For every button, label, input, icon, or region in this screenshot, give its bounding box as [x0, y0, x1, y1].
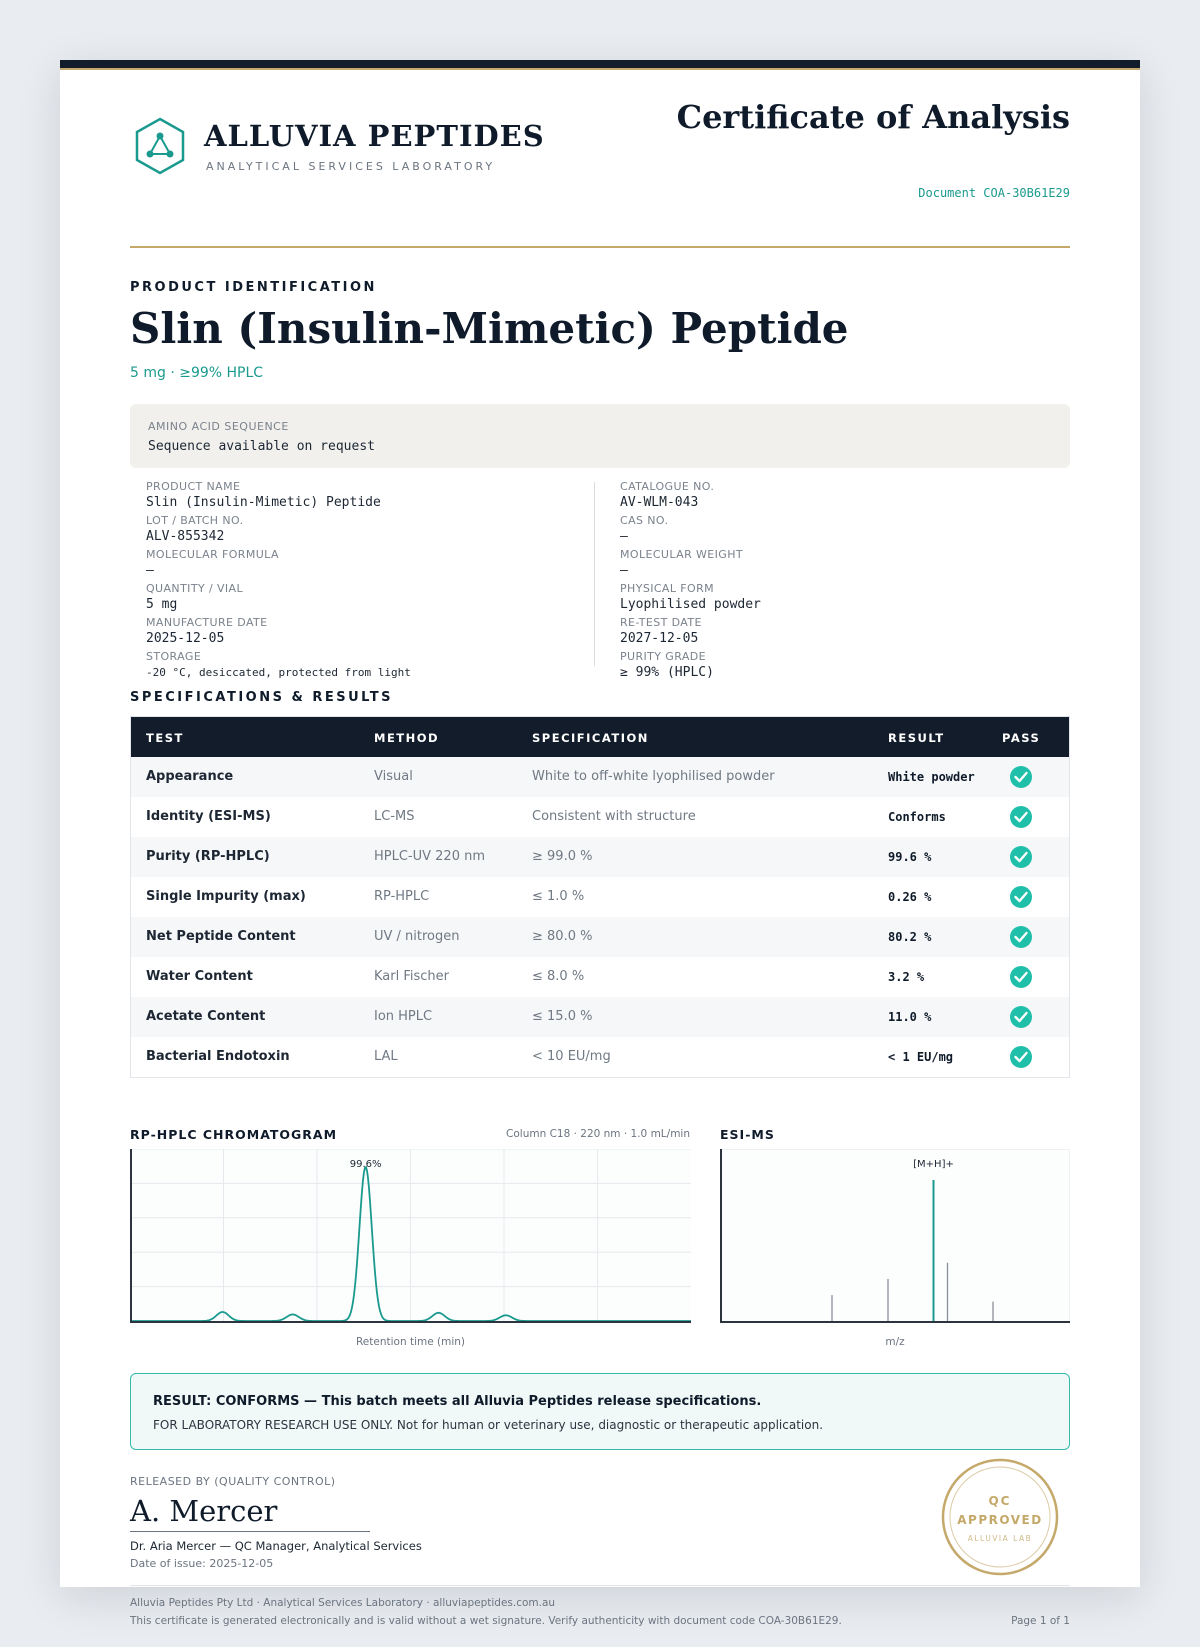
field-value: ≥ 99% (HPLC) [620, 665, 714, 680]
table-body [131, 757, 1069, 1077]
stamp-text-lab: ALLUVIA LAB [967, 1534, 1033, 1543]
method-cell: LAL [374, 1049, 398, 1064]
hplc-x-axis-label: Retention time (min) [355, 1336, 466, 1348]
field-label: LOT / BATCH NO. [146, 514, 244, 527]
brand-block [130, 115, 550, 185]
specification-cell: ≥ 99.0 % [532, 849, 593, 864]
field-label: PURITY GRADE [620, 650, 706, 663]
field-label: PHYSICAL FORM [620, 582, 715, 595]
pass-check-icon [1010, 886, 1032, 908]
field-value: 2027-12-05 [620, 631, 699, 646]
field-label: MANUFACTURE DATE [146, 616, 268, 629]
hplc-chart-title: RP-HPLC CHROMATOGRAM [130, 1127, 338, 1142]
specification-cell: Consistent with structure [532, 809, 696, 824]
field-label: QUANTITY / VIAL [146, 582, 243, 595]
brand-subtitle: ANALYTICAL SERVICES LABORATORY [206, 160, 496, 173]
table-row [131, 957, 1069, 997]
ms-chart-title: ESI-MS [720, 1127, 775, 1142]
test-cell: Acetate Content [146, 1009, 266, 1024]
product-subtitle: 5 mg · ≥99% HPLC [130, 365, 264, 381]
field-molecular-formula [146, 548, 279, 579]
certificate-page [60, 60, 1140, 1627]
method-cell: RP-HPLC [374, 889, 430, 904]
field-value: — [620, 563, 628, 578]
released-by-label: RELEASED BY (QUALITY CONTROL) [130, 1475, 336, 1488]
specification-cell: ≤ 15.0 % [532, 1009, 593, 1024]
result-statement: RESULT: CONFORMS — This batch meets all Alluvia Peptides release specifications. [153, 1394, 762, 1409]
table-row [131, 917, 1069, 957]
footer-validity-note: This certificate is generated electronically and is valid without a wet signature. Verify authenticity with document code COA-30B61E29. [130, 1615, 842, 1627]
field-value: Slin (Insulin-Mimetic) Peptide [146, 495, 381, 510]
result-cell: < 1 EU/mg [888, 1050, 954, 1064]
signatory-name: Dr. Aria Mercer — QC Manager, Analytical Services [130, 1539, 422, 1553]
ms-x-axis-label: m/z [885, 1336, 905, 1348]
method-cell: UV / nitrogen [374, 929, 460, 944]
column-header-pass: PASS [1002, 731, 1041, 745]
page-number: Page 1 of 1 [1011, 1615, 1070, 1627]
field-storage [146, 650, 411, 681]
specs-table [130, 716, 1070, 1078]
pass-check-icon [1010, 966, 1032, 988]
field-value: ALV-855342 [146, 529, 225, 544]
result-cell: Conforms [888, 810, 946, 824]
field-value: 5 mg [146, 597, 178, 612]
method-cell: Visual [374, 769, 413, 784]
sequence-box [130, 404, 1070, 468]
ms-peak-label: [M+H]+ [913, 1159, 954, 1170]
result-cell: 3.2 % [888, 970, 925, 984]
test-cell: Purity (RP-HPLC) [146, 849, 270, 864]
result-box [130, 1373, 1070, 1450]
test-cell: Net Peptide Content [146, 929, 296, 944]
field-value: AV-WLM-043 [620, 495, 699, 510]
product-section-heading: PRODUCT IDENTIFICATION [130, 280, 377, 295]
document-code: Document COA-30B61E29 [918, 186, 1070, 200]
result-cell: White powder [888, 770, 975, 784]
test-cell: Appearance [146, 769, 234, 784]
plot-area [720, 1149, 1070, 1323]
method-cell: Ion HPLC [374, 1009, 433, 1024]
issue-date: Date of issue: 2025-12-05 [130, 1557, 274, 1570]
field-value: -20 °C, desiccated, protected from light [146, 666, 411, 679]
column-divider [594, 482, 595, 666]
field-lot-batch [146, 514, 244, 545]
field-molecular-weight [620, 548, 743, 579]
field-value: Lyophilised powder [620, 597, 761, 612]
table-row [131, 757, 1069, 797]
qc-approved-stamp [940, 1457, 1060, 1577]
table-row [131, 1037, 1069, 1077]
footer-divider [130, 1585, 1070, 1586]
pass-check-icon [1010, 1046, 1032, 1068]
column-header-test: TEST [146, 731, 184, 745]
pass-check-icon [1010, 806, 1032, 828]
field-purity-grade [620, 650, 714, 681]
pass-check-icon [1010, 846, 1032, 868]
field-catalogue-no [620, 480, 714, 511]
field-label: MOLECULAR FORMULA [146, 548, 279, 561]
test-cell: Water Content [146, 969, 253, 984]
sequence-value: Sequence available on request [148, 439, 375, 454]
hexagon-molecule-icon [134, 117, 186, 175]
field-manufacture-date [146, 616, 268, 647]
signature-line [130, 1531, 370, 1532]
field-physical-form [620, 582, 761, 613]
column-header-specification: SPECIFICATION [532, 731, 649, 745]
test-cell: Identity (ESI-MS) [146, 809, 271, 824]
pass-check-icon [1010, 766, 1032, 788]
field-quantity [146, 582, 243, 613]
table-row [131, 837, 1069, 877]
specification-cell: < 10 EU/mg [532, 1049, 611, 1064]
header-divider [130, 246, 1070, 248]
field-label: PRODUCT NAME [146, 480, 241, 493]
field-label: CATALOGUE NO. [620, 480, 715, 493]
specs-section-heading: SPECIFICATIONS & RESULTS [130, 690, 394, 705]
product-title: Slin (Insulin-Mimetic) Peptide [130, 304, 849, 353]
top-bar-accent [60, 68, 1140, 70]
field-value: — [620, 529, 628, 544]
footer-company: Alluvia Peptides Pty Ltd · Analytical Services Laboratory · alluviapeptides.com.au [130, 1597, 556, 1609]
signature: A. Mercer [130, 1494, 278, 1528]
top-bar [60, 60, 1140, 68]
method-cell: HPLC-UV 220 nm [374, 849, 486, 864]
specification-cell: White to off-white lyophilised powder [532, 769, 775, 784]
result-cell: 99.6 % [888, 850, 932, 864]
peak-label: 99.6% [349, 1159, 382, 1170]
field-value: 2025-12-05 [146, 631, 225, 646]
field-label: RE-TEST DATE [620, 616, 702, 629]
hplc-chromatogram [130, 1149, 691, 1323]
column-header-method: METHOD [374, 731, 440, 745]
table-row [131, 877, 1069, 917]
esi-ms-spectrum [720, 1149, 1070, 1323]
specification-cell: ≥ 80.0 % [532, 929, 593, 944]
product-fields [130, 480, 1070, 680]
test-cell: Single Impurity (max) [146, 889, 306, 904]
table-row [131, 797, 1069, 837]
test-cell: Bacterial Endotoxin [146, 1049, 290, 1064]
field-cas-no [620, 514, 668, 545]
pass-check-icon [1010, 1006, 1032, 1028]
table-header [131, 717, 1069, 757]
field-value: — [146, 563, 154, 578]
field-label: CAS NO. [620, 514, 669, 527]
table-row [131, 997, 1069, 1037]
result-cell: 0.26 % [888, 890, 932, 904]
specification-cell: ≤ 8.0 % [532, 969, 585, 984]
pass-check-icon [1010, 926, 1032, 948]
column-header-result: RESULT [888, 731, 945, 745]
field-label: STORAGE [146, 650, 202, 663]
specification-cell: ≤ 1.0 % [532, 889, 585, 904]
stamp-text-qc: QC [988, 1494, 1012, 1508]
sequence-label: AMINO ACID SEQUENCE [148, 420, 289, 433]
stamp-text-approved: APPROVED [957, 1513, 1043, 1527]
method-cell: Karl Fischer [374, 969, 449, 984]
field-retest-date [620, 616, 702, 647]
field-label: MOLECULAR WEIGHT [620, 548, 743, 561]
research-use-note: FOR LABORATORY RESEARCH USE ONLY. Not for human or veterinary use, diagnostic or therapeutic application. [153, 1418, 824, 1432]
hplc-chart-note: Column C18 · 220 nm · 1.0 mL/min [506, 1128, 690, 1140]
document-title: Certificate of Analysis [676, 98, 1070, 136]
brand-name: ALLUVIA PEPTIDES [204, 119, 545, 153]
result-cell: 11.0 % [888, 1010, 932, 1024]
result-cell: 80.2 % [888, 930, 932, 944]
field-product-name [146, 480, 381, 511]
method-cell: LC-MS [374, 809, 415, 824]
